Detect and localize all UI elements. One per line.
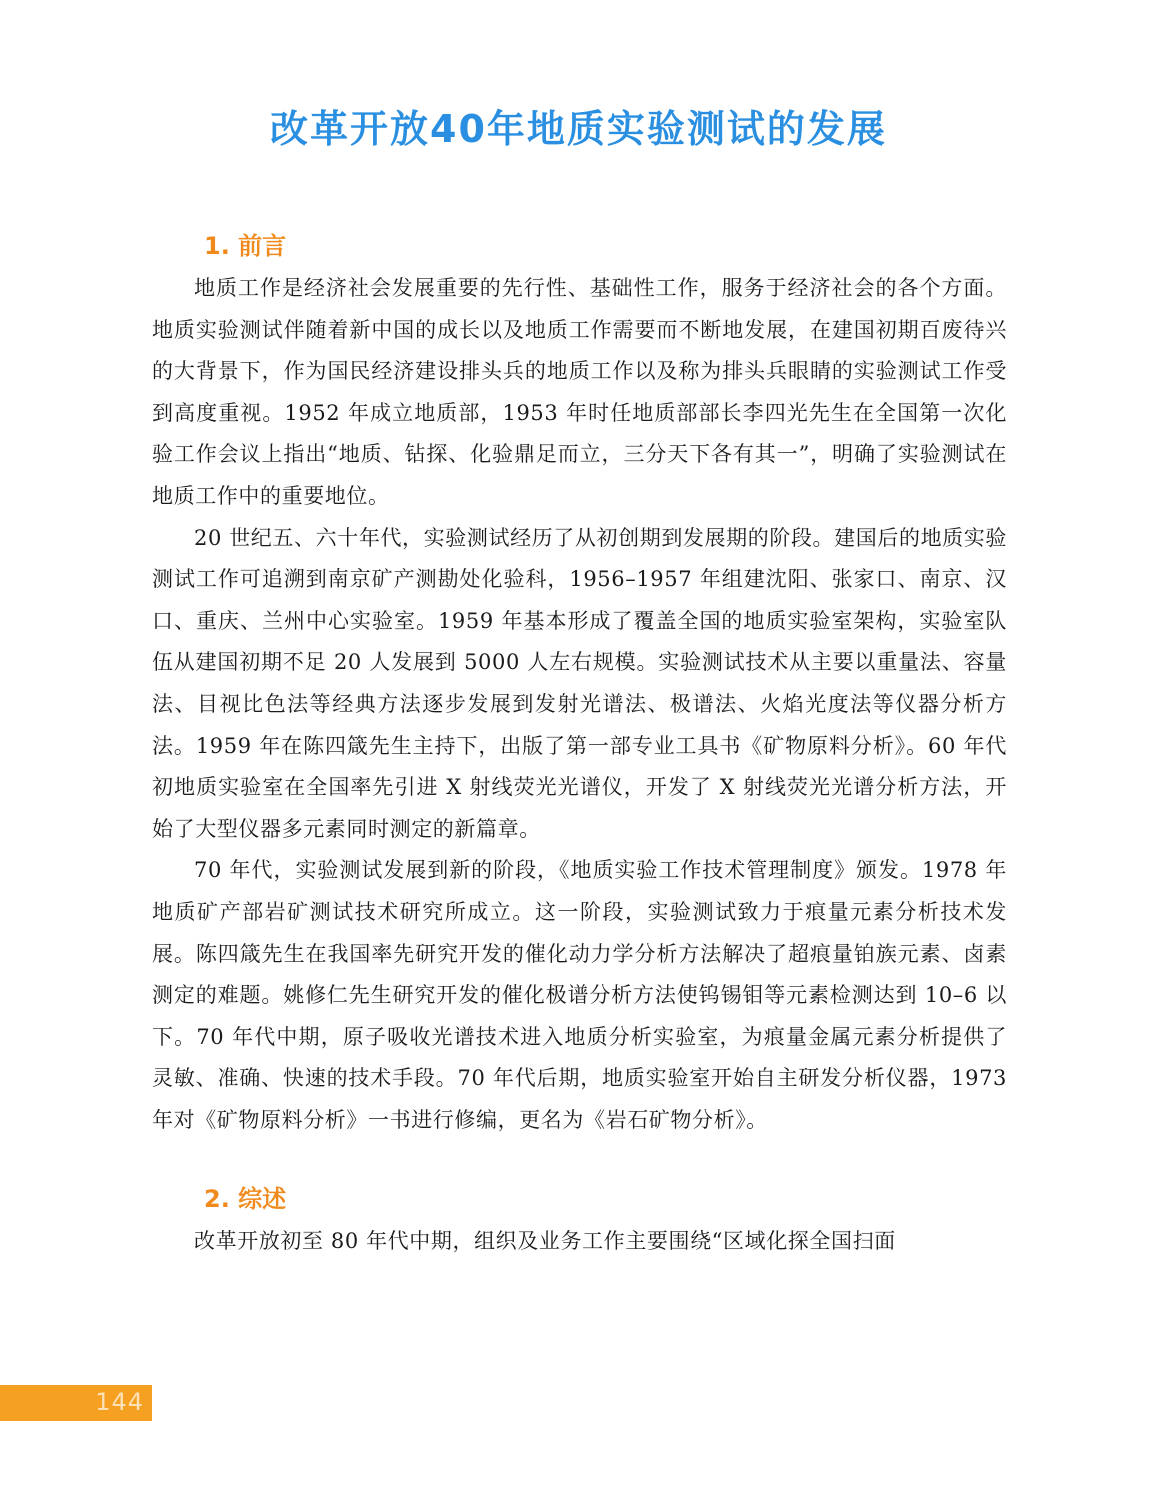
paragraph: 20 世纪五、六十年代，实验测试经历了从初创期到发展期的阶段。建国后的地质实验测试工作可追溯到南京矿产测勘处化验科，1956–1957 年组建沈阳、张家口、南京、汉口、重庆、兰州中心实验室。1959 年基本形成了覆盖全国的地质实验室架构，实验室队伍从建国初期不足 20 人发展到 5000 人左右规模。实验测试技术从主要以重量法、容量法、目视比色法等经典方法逐步发展到发射光谱法、极谱法、火焰光度法等仪器分析方法。1959 年在陈四箴先生主持下，出版了第一部专业工具书《矿物原料分析》。60 年代初地质实验室在全国率先引进 X 射线荧光光谱仪，开发了 X 射线荧光光谱分析方法，开始了大型仪器多元素同时测定的新篇章。 (152, 525, 1007, 841)
paragraph: 地质工作是经济社会发展重要的先行性、基础性工作，服务于经济社会的各个方面。地质实验测试伴随着新中国的成长以及地质工作需要而不断地发展，在建国初期百废待兴的大背景下，作为国民经济建设排头兵的地质工作以及称为排头兵眼睛的实验测试工作受到高度重视。1952 年成立地质部，1953 年时任地质部部长李四光先生在全国第一次化验工作会议上指出“地质、钻探、化验鼎足而立，三分天下各有其一”，明确了实验测试在地质工作中的重要地位。 (152, 276, 1007, 508)
page-footer-bar (0, 1385, 152, 1421)
paragraph: 70 年代，实验测试发展到新的阶段，《地质实验工作技术管理制度》颁发。1978 年地质矿产部岩矿测试技术研究所成立。这一阶段，实验测试致力于痕量元素分析技术发展。陈四箴先生在我国率先研究开发的催化动力学分析方法解决了超痕量铂族元素、卤素测定的难题。姚修仁先生研究开发的催化极谱分析方法使钨锡钼等元素检测达到 10–6 以下。70 年代中期，原子吸收光谱技术进入地质分析实验室，为痕量金属元素分析提供了灵敏、准确、快速的技术手段。70 年代后期，地质实验室开始自主研发分析仪器，1973 年对《矿物原料分析》一书进行修编，更名为《岩石矿物分析》。 (152, 858, 1007, 1132)
page-number: 144 (95, 1388, 144, 1416)
section-heading-preface: 1. 前言 (204, 232, 287, 260)
page-title: 改革开放40年地质实验测试的发展 (270, 107, 887, 151)
article-body (152, 228, 1007, 1263)
paragraph: 改革开放初至 80 年代中期，组织及业务工作主要围绕“区域化探全国扫面 (194, 1229, 896, 1254)
section-heading-overview: 2. 综述 (204, 1185, 287, 1214)
